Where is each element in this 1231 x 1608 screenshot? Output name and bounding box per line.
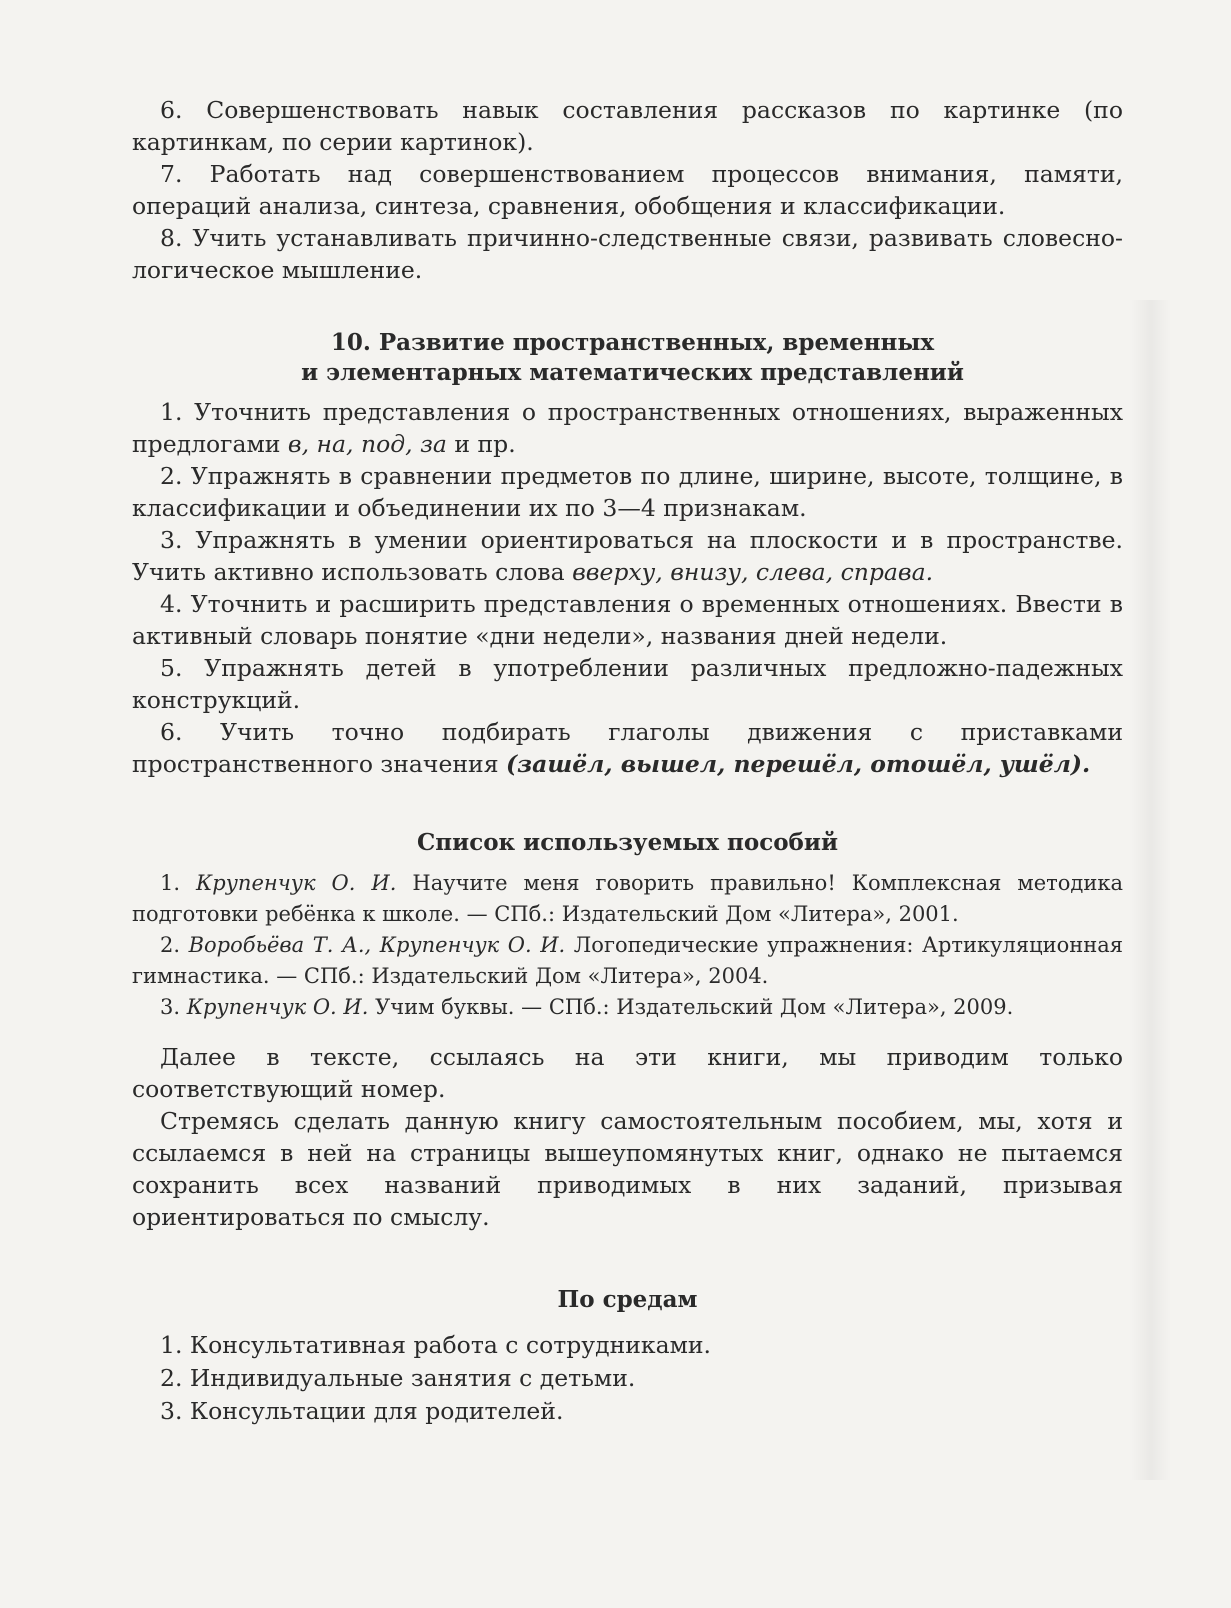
italic-examples: вверху, внизу, слева, справа. [572,558,934,586]
list-item: 5. Упражнять детей в употреблении различных предложно-падежных конструкций. [132,654,1123,714]
list-item: 3. Упражнять в умении ориентироваться на плоскости и в пространстве. Учить активно использовать слова вверху, внизу, слева, справа. [132,526,1123,586]
intro-item: 7. Работать над совершенствованием процессов внимания, памяти, операций анализа, синтеза, сравнения, обобщения и классификации. [132,160,1123,220]
intro-list [132,94,1123,286]
list-item: 2. Упражнять в сравнении предметов по длине, ширине, высоте, толщине, в классификации и объединении их по 3—4 признакам. [132,462,1123,522]
list-item: 2. Индивидуальные занятия с детьми. [160,1364,636,1392]
list-item: 3. Консультации для родителей. [160,1397,564,1425]
note-paragraph: Стремясь сделать данную книгу самостоятельным пособием, мы, хотя и ссылаемся в ней на страницы вышеупомянутых книг, однако не пытаемся сохранить всех названий приводимых в них заданий, призывая ориентироваться по смыслу. [132,1107,1123,1231]
list-item: 6. Учить точно подбирать глаголы движения с приставками пространственного значения (зашёл, вышел, перешёл, отошёл, ушёл). [132,718,1123,778]
section-heading [132,328,1123,388]
notes [132,1041,1123,1233]
section-heading [132,828,1123,858]
reference-author: Крупенчук О. И. [196,871,397,895]
reference-item: 1. Крупенчук О. И. Научите меня говорить правильно! Комплексная методика подготовки ребёнка к школе. — СПб.: Издательский Дом «Литера», 2001. [132,871,1123,926]
reference-author: Крупенчук О. И. [186,995,369,1019]
reference-item: 2. Воробьёва Т. А., Крупенчук О. И. Логопедические упражнения: Артикуляционная гимнастика. — СПб.: Издательский Дом «Литера», 2004. [132,933,1123,988]
note-paragraph: Далее в тексте, ссылаясь на эти книги, мы приводим только соответствующий номер. [132,1043,1123,1103]
section-title-line: 10. Развитие пространственных, временных [330,329,935,356]
reference-item: 3. Крупенчук О. И. Учим буквы. — СПб.: Издательский Дом «Литера», 2009. [160,995,1014,1019]
page-bleed-shadow [1131,300,1171,1480]
list-item: 4. Уточнить и расширить представления о временных отношениях. Ввести в активный словарь понятие «дни недели», названия дней недели. [132,590,1123,650]
section-list [132,396,1123,780]
italic-examples: (зашёл, вышел, перешёл, отошёл, ушёл). [506,750,1091,778]
section-heading [132,1285,1123,1315]
list-item: 1. Уточнить представления о пространственных отношениях, выраженных предлогами в, на, под, за и пр. [132,398,1123,458]
intro-item: 8. Учить устанавливать причинно-следственные связи, развивать словесно-логическое мышление. [132,224,1123,284]
wednesday-list [132,1329,1123,1428]
section-title: Список используемых пособий [417,829,838,856]
italic-examples: в, на, под, за [287,430,447,458]
section-title-line: и элементарных математических представлений [301,359,964,386]
reference-author: Воробьёва Т. А., Крупенчук О. И. [188,933,566,957]
references-list [132,868,1123,1023]
section-title: По средам [557,1286,698,1313]
list-item: 1. Консультативная работа с сотрудниками. [160,1331,712,1359]
intro-item: 6. Совершенствовать навык составления рассказов по картинке (по картинкам, по серии картинок). [132,96,1123,156]
